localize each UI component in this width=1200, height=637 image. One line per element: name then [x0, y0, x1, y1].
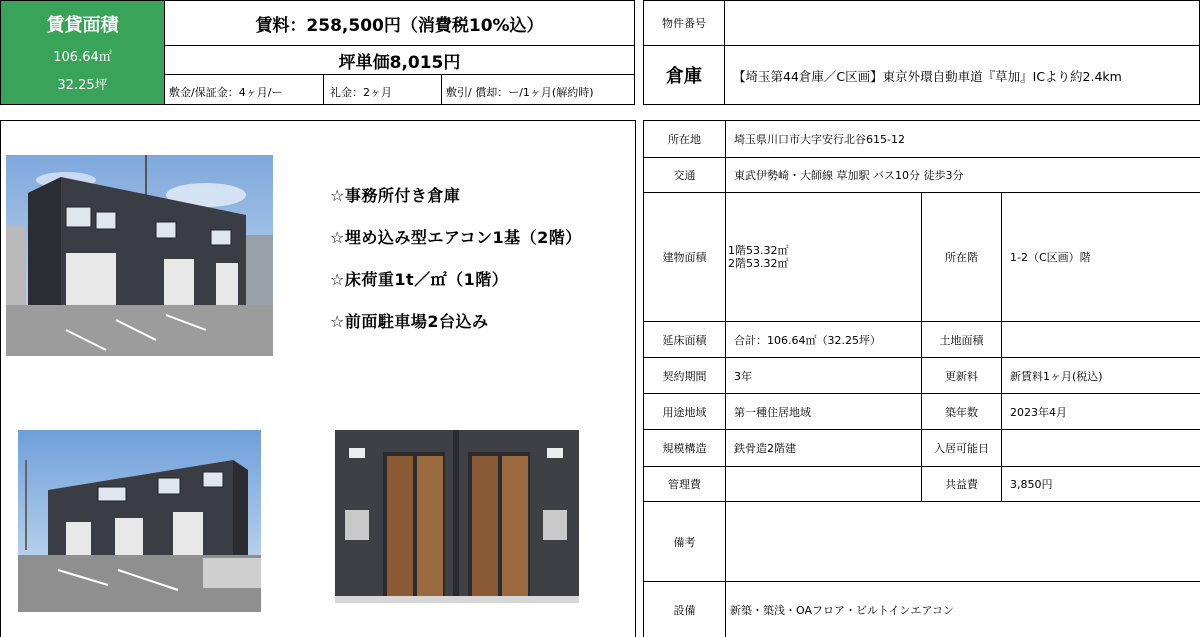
row-building-area — [644, 193, 1200, 322]
structure-label: 規模構造 — [644, 430, 726, 467]
property-details-table — [643, 120, 1200, 637]
property-type: 倉庫 — [643, 45, 725, 105]
total-floor-label: 延床面積 — [644, 322, 726, 358]
total-floor-value: 合計：106.64㎡（32.25坪） — [726, 322, 922, 358]
row-access — [644, 158, 1200, 193]
access-value: 東武伊勢崎・大師線 草加駅 バス10分 徒歩3分 — [726, 158, 1200, 193]
movein-label: 入居可能日 — [922, 430, 1002, 467]
built-label: 築年数 — [922, 394, 1002, 430]
renewal-value: 新賃料1ヶ月(税込) — [1002, 358, 1200, 394]
building-exterior-image — [6, 155, 273, 356]
address-label: 所在地 — [644, 121, 726, 158]
unit-price: 坪単価8,015円 — [164, 45, 635, 75]
feature-floor-load: ☆床荷重1t／㎡（1階） — [330, 270, 509, 289]
address-value: 埼玉県川口市大字安行北谷615-12 — [726, 121, 1200, 158]
equipment-label: 設備 — [644, 582, 726, 637]
structure-value: 鉄骨造2階建 — [726, 430, 922, 467]
equipment-value: 新築・築浅・OAフロア・ビルトインエアコン — [726, 582, 1200, 637]
zoning-label: 用途地域 — [644, 394, 726, 430]
floor-value: 1-2（C区画）階 — [1002, 193, 1200, 322]
common-fee-value: 3,850円 — [1002, 467, 1200, 502]
zoning-value: 第一種住居地域 — [726, 394, 922, 430]
contract-value: 3年 — [726, 358, 922, 394]
feature-aircon: ☆埋め込み型エアコン1基（2階） — [330, 228, 582, 247]
remarks-value — [726, 502, 1200, 582]
common-fee-label: 共益費 — [922, 467, 1002, 502]
feature-office-warehouse: ☆事務所付き倉庫 — [330, 186, 461, 205]
land-area-value — [1002, 322, 1200, 358]
deposit-cell: 敷金/保証金：4ヶ月/ー — [164, 74, 324, 105]
built-value: 2023年4月 — [1002, 394, 1200, 430]
building-area-label: 建物面積 — [644, 193, 726, 322]
area-summary-box — [0, 0, 165, 105]
row-remarks — [644, 502, 1200, 582]
property-name: 【埼玉第44倉庫／C区画】東京外環自動車道『草加』ICより約2.4km — [724, 45, 1200, 105]
rent-price: 賃料：258,500円（消費税10%込） — [164, 0, 635, 46]
area-tsubo: 32.25坪 — [57, 77, 108, 93]
building-area-value: 1階53.32㎡ 2階53.32㎡ — [726, 193, 922, 322]
row-management — [644, 467, 1200, 502]
management-fee-label: 管理費 — [644, 467, 726, 502]
area-title: 賃貸面積 — [46, 15, 119, 36]
building-side-image — [18, 430, 261, 612]
row-zoning — [644, 394, 1200, 430]
property-no-value — [724, 0, 1200, 46]
management-fee-value — [726, 467, 922, 502]
movein-value — [1002, 430, 1200, 467]
renewal-label: 更新料 — [922, 358, 1002, 394]
entrance-doors-photo — [335, 430, 579, 603]
row-equipment — [644, 582, 1200, 637]
building-photo-main — [6, 155, 273, 356]
land-area-label: 土地面積 — [922, 322, 1002, 358]
amortization-cell: 敷引/ 償却：ー/1ヶ月(解約時) — [441, 74, 635, 105]
row-structure — [644, 430, 1200, 467]
key-money-cell: 礼金：2ヶ月 — [323, 74, 442, 105]
property-no-label: 物件番号 — [643, 0, 725, 46]
access-label: 交通 — [644, 158, 726, 193]
building-photo-side — [18, 430, 261, 612]
entrance-doors-image — [335, 430, 579, 603]
remarks-label: 備考 — [644, 502, 726, 582]
row-total-floor — [644, 322, 1200, 358]
floor-label: 所在階 — [922, 193, 1002, 322]
row-address — [644, 121, 1200, 158]
area-sqm: 106.64㎡ — [53, 49, 112, 65]
contract-label: 契約期間 — [644, 358, 726, 394]
row-contract — [644, 358, 1200, 394]
feature-parking: ☆前面駐車場2台込み — [330, 312, 489, 331]
